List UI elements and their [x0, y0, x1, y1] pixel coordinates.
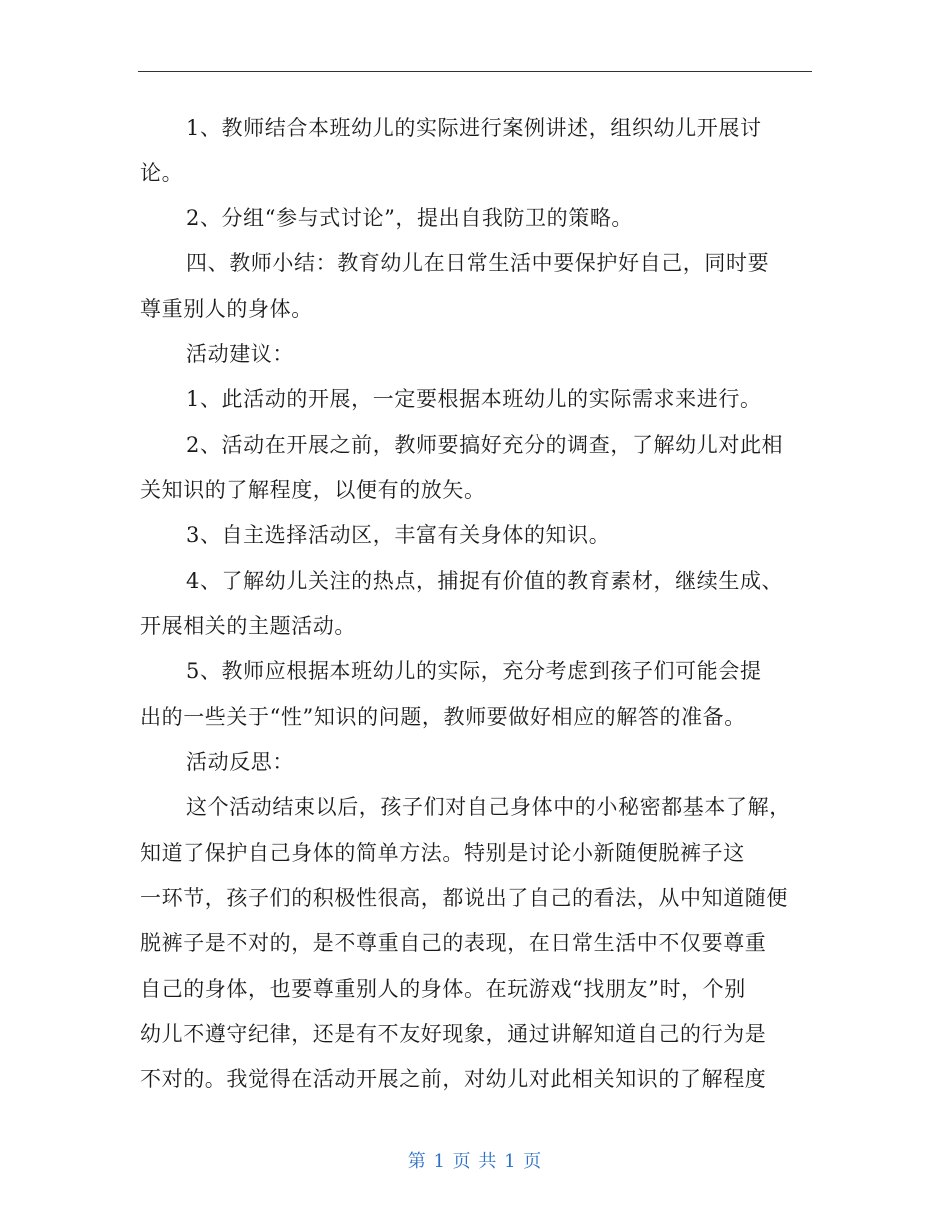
text-line: 自己的身体，也要尊重别人的身体。在玩游戏“找朋友”时，个别: [140, 977, 746, 1001]
text-line: 这个活动结束以后，孩子们对自己身体中的小秘密都基本了解，: [186, 795, 791, 819]
text-line: 一环节，孩子们的积极性很高，都说出了自己的看法，从中知道随便: [140, 886, 788, 910]
text-line: 1、此活动的开展，一定要根据本班幼儿的实际需求来进行。: [186, 387, 762, 411]
text-line: 知道了保护自己身体的简单方法。特别是讨论小新随便脱裤子这: [140, 841, 745, 865]
text-line: 3、自主选择活动区，丰富有关身体的知识。: [186, 523, 611, 547]
text-line: 4、了解幼儿关注的热点，捕捉有价值的教育素材，继续生成、: [186, 569, 784, 593]
text-line: 脱裤子是不对的，是不尊重自己的表现，在日常生活中不仅要尊重: [140, 931, 767, 955]
section-heading: 活动反思：: [186, 750, 294, 774]
text-line: 四、教师小结：教育幼儿在日常生活中要保护好自己，同时要: [186, 251, 770, 275]
text-line: 5、教师应根据本班幼儿的实际，充分考虑到孩子们可能会提: [186, 659, 762, 683]
text-line: 不对的。我觉得在活动开展之前，对幼儿对此相关知识的了解程度: [140, 1067, 767, 1091]
section-heading: 活动建议：: [186, 342, 294, 366]
header-rule: [138, 71, 812, 72]
text-line: 2、活动在开展之前，教师要搞好充分的调查，了解幼儿对此相: [186, 433, 784, 457]
text-line: 出的一些关于“性”知识的问题，教师要做好相应的解答的准备。: [140, 705, 746, 729]
text-line: 论。: [140, 161, 184, 185]
page-number: 第 1 页 共 1 页: [407, 1151, 543, 1172]
text-line: 关知识的了解程度，以便有的放矢。: [140, 478, 486, 502]
text-line: 尊重别人的身体。: [140, 297, 313, 321]
text-line: 幼儿不遵守纪律，还是有不友好现象，通过讲解知道自己的行为是: [140, 1022, 767, 1046]
text-line: 1、教师结合本班幼儿的实际进行案例讲述，组织幼儿开展讨: [186, 116, 762, 140]
text-line: 开展相关的主题活动。: [140, 614, 356, 638]
text-line: 2、分组“参与式讨论”，提出自我防卫的策略。: [186, 206, 634, 230]
